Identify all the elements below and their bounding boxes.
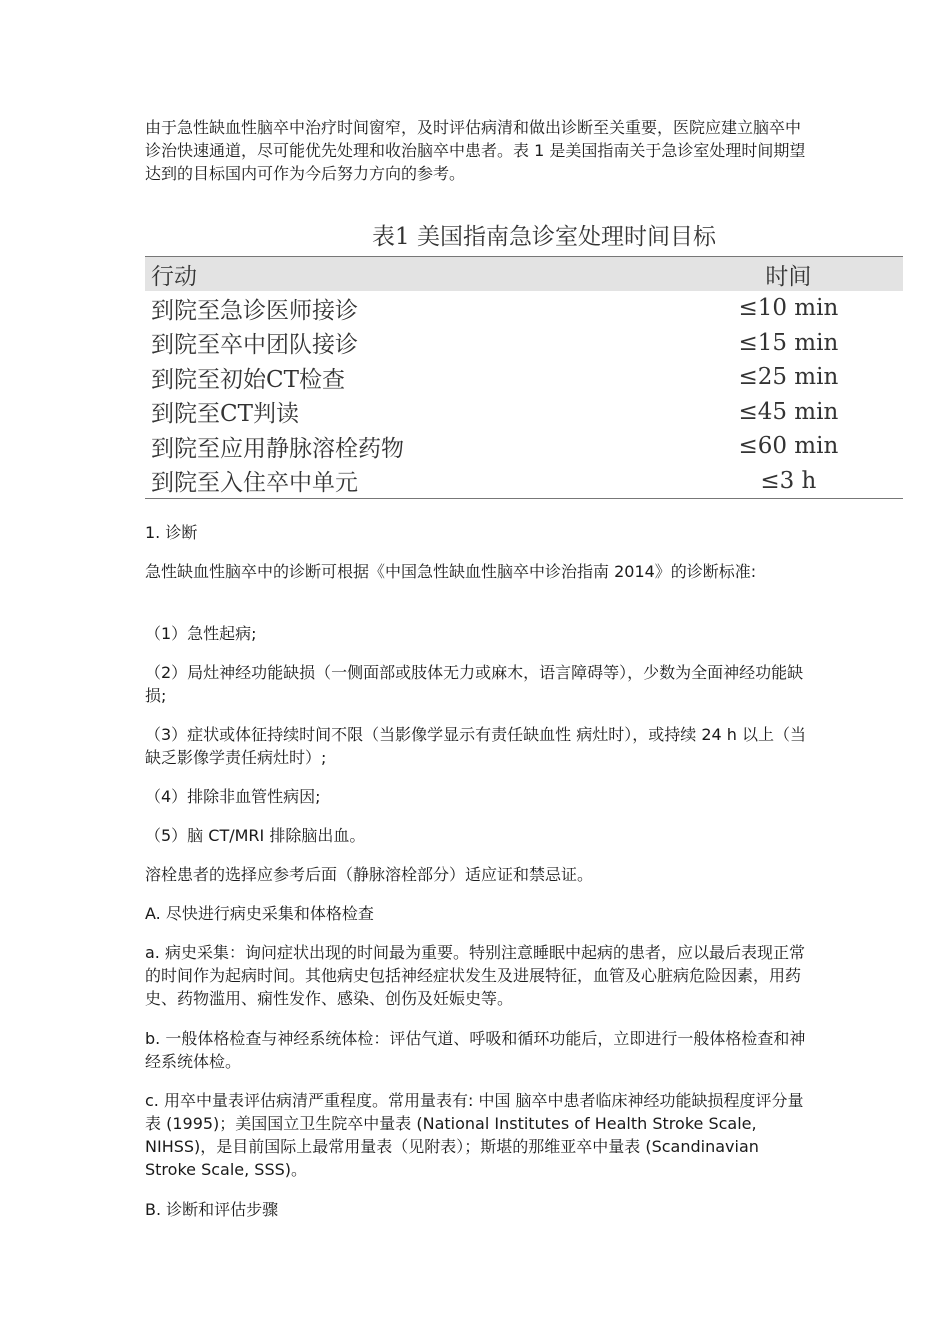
table-row — [145, 326, 903, 361]
table-row — [145, 291, 903, 326]
header-time: 时间 — [765, 263, 812, 290]
time-cell: ≤25 min — [738, 364, 839, 391]
physical-exam-paragraph: b. 一般体格检查与神经系统体检：评估气道、呼吸和循环功能后，立即进行一般体格检查和神经系统体检。 — [145, 1029, 806, 1071]
diagnosis-criteria-paragraph: 急性缺血性脑卒中的诊断可根据《中国急性缺血性脑卒中诊治指南 2014》的诊断标准: — [145, 562, 757, 581]
section-heading-diagnosis: 1. 诊断 — [145, 523, 198, 542]
intro-paragraph: 由于急性缺血性脑卒中治疗时间窗窄，及时评估病清和做出诊断至关重要，医院应建立脑卒中诊治快速通道，尽可能优先处理和收治脑卒中患者。表 1 是美国指南关于急诊室处理时间期望达到的目标国内可作为今后努力方向的参考。 — [145, 118, 806, 183]
action-cell: 到院至应用静脉溶栓药物 — [151, 435, 404, 462]
header-action: 行动 — [151, 263, 197, 290]
time-target-table — [145, 256, 903, 499]
time-cell: ≤3 h — [614, 464, 903, 499]
criteria-item-5: （5）脑 CT/MRI 排除脑出血。 — [145, 826, 366, 845]
time-cell: ≤45 min — [738, 398, 839, 425]
thrombolysis-note-paragraph: 溶栓患者的选择应参考后面（静脉溶栓部分）适应证和禁忌证。 — [145, 865, 594, 884]
time-cell: ≤15 min — [738, 329, 839, 356]
table-header-row — [145, 257, 903, 292]
criteria-item-2: （2）局灶神经功能缺损（一侧面部或肢体无力或麻木，语言障碍等），少数为全面神经功能缺损; — [145, 663, 804, 705]
time-cell: ≤10 min — [738, 295, 839, 322]
action-cell: 到院至初始CT检查 — [151, 366, 345, 393]
action-cell: 到院至CT判读 — [151, 401, 299, 428]
subsection-heading-b: B. 诊断和评估步骤 — [145, 1200, 279, 1219]
action-cell: 到院至入住卒中单元 — [145, 464, 614, 499]
table-row — [145, 429, 903, 464]
table-row — [145, 360, 903, 395]
subsection-heading-a: A. 尽快进行病史采集和体格检查 — [145, 904, 374, 923]
time-target-table-block — [145, 218, 903, 499]
criteria-item-1: （1）急性起病; — [145, 624, 257, 643]
stroke-scale-paragraph: c. 用卒中量表评估病清严重程度。常用量表有: 中国 脑卒中患者临床神经功能缺损程度评分量表 (1995)；美国国立卫生院卒中量表 (National Institutes of Health Stroke Scale, NIHSS)，是目前国际上最常用量表（见附表）；斯堪的那维亚卒中量表 (Scandinavian Stroke Scale, SSS)。 — [145, 1091, 804, 1179]
time-cell: ≤60 min — [738, 433, 839, 460]
criteria-item-3: （3）症状或体征持续时间不限（当影像学显示有责任缺血性 病灶时），或持续 24 h 以上（当缺乏影像学责任病灶时）; — [145, 725, 807, 767]
table-row — [145, 464, 903, 499]
criteria-item-4: （4）排除非血管性病因; — [145, 787, 321, 806]
action-cell: 到院至急诊医师接诊 — [151, 297, 358, 324]
history-taking-paragraph: a. 病史采集：询问症状出现的时间最为重要。特别注意睡眠中起病的患者，应以最后表现正常的时间作为起病时间。其他病史包括神经症状发生及进展特征，血管及心脏病危险因素，用药史、药物滥用、痫性发作、感染、创伤及妊娠史等。 — [145, 943, 805, 1008]
action-cell: 到院至卒中团队接诊 — [151, 332, 358, 359]
table-row — [145, 395, 903, 430]
table-caption: 表1 美国指南急诊室处理时间目标 — [372, 224, 716, 250]
